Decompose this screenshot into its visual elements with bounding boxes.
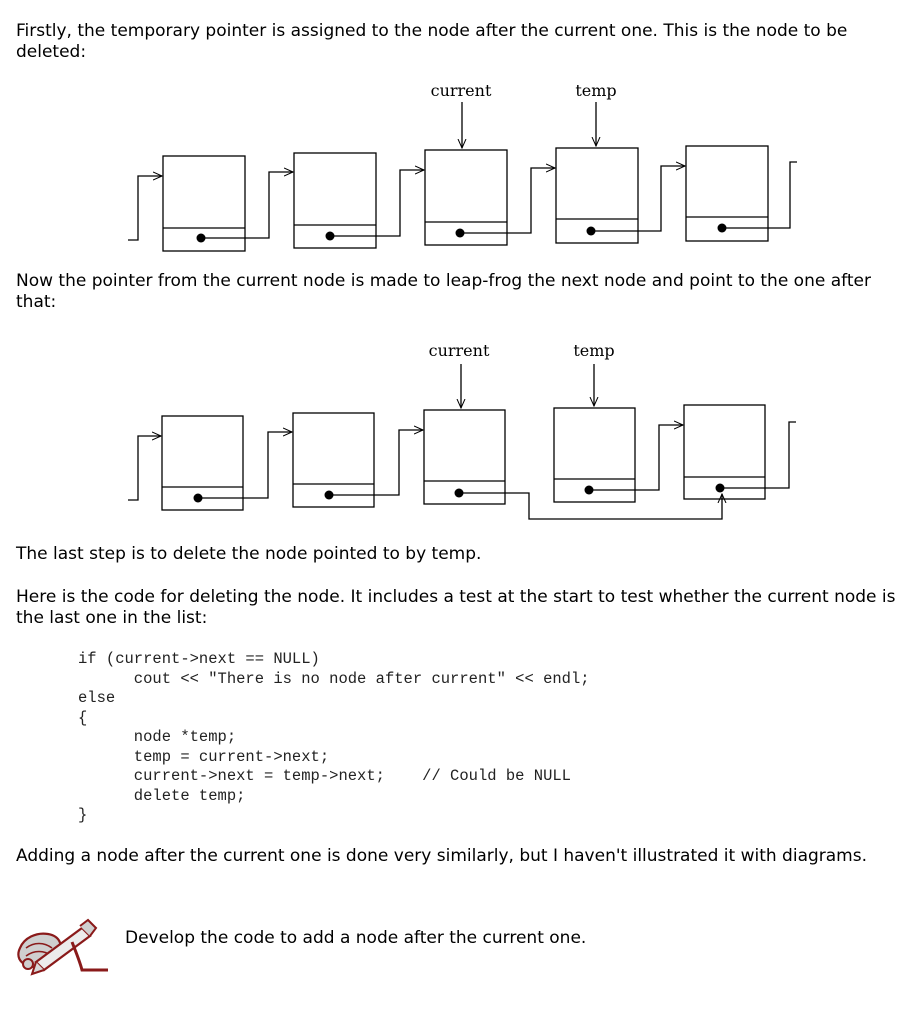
code-block (78, 650, 590, 826)
list-node-current (425, 150, 507, 245)
head-pointer-arrow (128, 436, 161, 500)
next-pointer-3 (461, 168, 555, 233)
code-line: node *temp; (78, 728, 237, 746)
code-line: cout << "There is no node after current" << endl; (78, 669, 590, 688)
list-node-2 (294, 153, 376, 248)
next-pointer-1 (199, 432, 292, 498)
exercise-text: Develop the code to add a node after the current one. (125, 928, 587, 948)
linked-list-diagram-temp-assigned (0, 76, 911, 256)
current-label: current (428, 341, 490, 360)
temp-label: temp (573, 341, 615, 360)
next-pointer-2 (331, 170, 424, 236)
tail-pointer (724, 162, 797, 228)
list-node-current (424, 410, 505, 504)
code-line: temp = current->next; (78, 747, 330, 766)
linked-list-diagram-leapfrog (0, 336, 911, 526)
code-line: if (current->next == NULL) (78, 650, 320, 668)
pencil-paper-icon (14, 918, 110, 980)
code-line: delete temp; (78, 786, 246, 805)
list-node-5 (684, 405, 765, 499)
adding-node-paragraph: Adding a node after the current one is done very similarly, but I haven't illustrated it with diagrams. (16, 846, 868, 866)
code-line: else (78, 689, 116, 707)
next-pointer-4 (590, 425, 683, 490)
head-pointer-arrow (128, 176, 162, 240)
tail-pointer (721, 422, 796, 488)
code-line: current->next = temp->next; // Could be NULL (78, 767, 571, 785)
list-node-1 (162, 416, 243, 510)
list-node-temp (556, 148, 638, 243)
next-pointer-2 (330, 430, 423, 495)
last-step-paragraph: The last step is to delete the node pointed to by temp. (16, 544, 482, 564)
intro-paragraph: Firstly, the temporary pointer is assigned to the node after the current one. This is the node to be deleted: (16, 21, 848, 62)
code-intro-paragraph: Here is the code for deleting the node. It includes a test at the start to test whether the current node is the last one in the list: (16, 587, 896, 628)
current-label: current (430, 81, 492, 100)
temp-label: temp (575, 81, 617, 100)
code-line: { (78, 708, 88, 727)
list-node-2 (293, 413, 374, 507)
list-node-temp (554, 408, 635, 502)
list-node-5 (686, 146, 768, 241)
leapfrog-pointer (460, 493, 722, 519)
code-line: } (78, 806, 88, 824)
leapfrog-paragraph: Now the pointer from the current node is made to leap-frog the next node and point to the one after that: (16, 271, 871, 312)
